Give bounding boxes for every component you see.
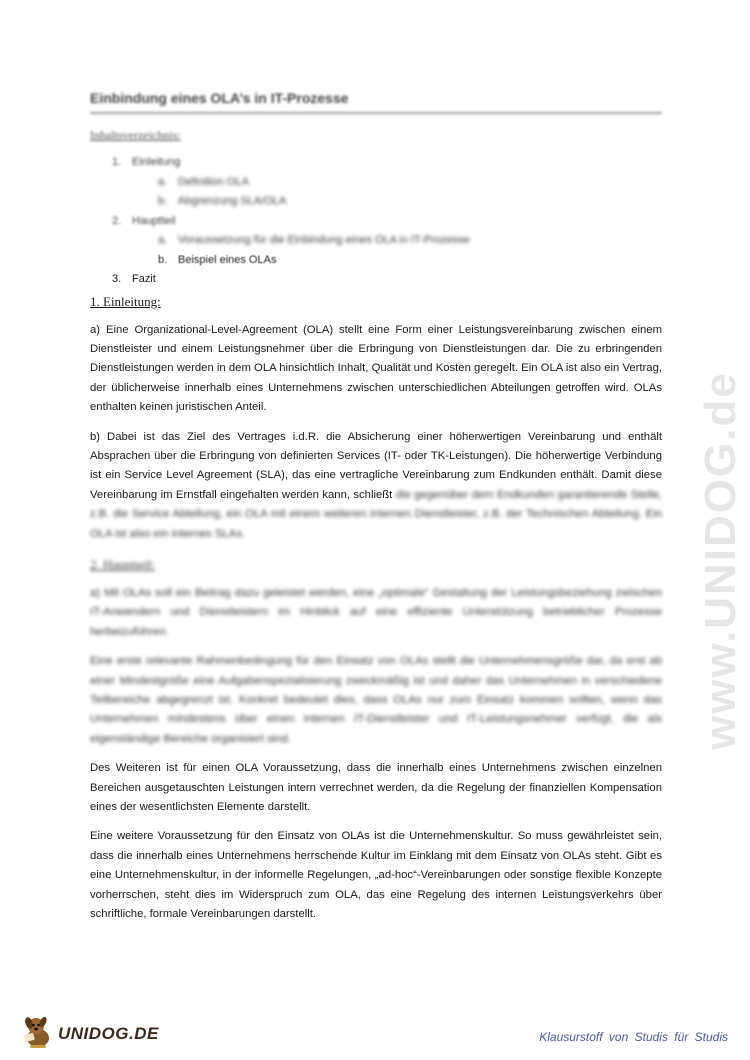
paragraph-text: b) Dabei ist das Ziel des Vertrages i.d.R. die Absicherung einer höherwertigen Vereinbarung und enthält Absprachen über die Erbringung von definierten Services (IT- oder TK-Leistungen). Die höherwertige Verbindung ist ein Service Level Agreement (SLA), das eine vertragliche Vereinbarung zum Endkunden enthält. Damit diese Vereinbarung im Ernstfall eingehalten werden kann, schließt	[90, 430, 662, 501]
toc-item: 2. Hauptteil	[112, 214, 176, 227]
toc-subitem: b. Abgrenzung SLA/OLA	[158, 195, 287, 207]
footer-tagline: Klausurstoff von Studis für Studis	[539, 1030, 728, 1044]
toc-subitem: a. Voraussetzung für die Einbindung eines OLA in IT-Prozesse	[158, 234, 470, 246]
section-heading-einleitung: 1. Einleitung:	[90, 293, 161, 309]
toc-subitem: b. Beispiel eines OLAs	[158, 253, 277, 266]
paragraph-blurred: Eine erste relevante Rahmenbedingung für den Einsatz von OLAs stellt die Unternehmensgröße dar, da erst ab einer Mindestgröße eine Aufgabenspezialisierung zweckmäßig ist und daher das Unternehmen in verschiedene Teilbereiche abgegrenzt ist. Konkret bedeutet dies, dass OLAs nur zum Einsatz kommen sollten, wenn das Unternehmen mindestens über einen internen IT-Dienstleister und IT-Leistungsnehmer verfügt, die als eigenständige Bereiche organisiert sind.	[90, 655, 662, 745]
table-of-contents	[90, 153, 662, 290]
document-title: Einbindung eines OLA’s in IT-Prozesse	[90, 88, 662, 114]
paragraph: a) Eine Organizational-Level-Agreement (OLA) stellt eine Form einer Leistungsvereinbarung zwischen einem Dienstleister und einem Leistungsnehmer über die Erbringung von Dienstleistungen dar. Die zu erbringenden Dienstleistungen werden in dem OLA hinsichtlich Inhalt, Qualität und Kosten geregelt. Ein OLA ist also ein Vertrag, der üblicherweise innerhalb eines Unternehmens zwischen unterschiedlichen Abteilungen getroffen wird. OLAs enthalten keinen juristischen Anteil.	[90, 323, 662, 414]
unidog-logo[interactable]	[20, 1014, 160, 1050]
watermark: www.UNIDOG.de	[696, 371, 745, 750]
toc-item: 1. Einleitung	[112, 156, 181, 168]
paragraph-text-blurred: die gegenüber dem Endkunden garantierende Stelle, z.B. die Service Abteilung, ein OLA mit einem weiteren internen Dienstleister, z.B. der Technischen Abteilung. Ein OLA ist also ein internes SLAs.	[90, 488, 663, 540]
toc-heading: Inhaltsverzeichnis:	[90, 128, 181, 142]
logo-text: UNIDOG.DE	[58, 1024, 159, 1043]
paragraph-blurred: a) Mit OLAs soll ein Beitrag dazu geleistet werden, eine „optimale“ Gestaltung der Leistungsbeziehung zwischen IT-Anwendern und Dienstleistern im Hinblick auf eine effiziente Unterstützung betrieblicher Prozesse herbeizuführen.	[90, 586, 662, 638]
section-heading-hauptteil: 2. Hauptteil:	[90, 556, 155, 572]
dog-mascot-icon	[20, 1014, 60, 1050]
document-content	[90, 88, 662, 924]
paragraph: Des Weiteren ist für einen OLA Voraussetzung, dass die innerhalb eines Unternehmens zwischen einzelnen Bereichen ausgetauschten Leistungen intern verrechnet werden, da die Regelung der finanziellen Kompensation eines der wesentlichsten Elemente darstellt.	[90, 762, 662, 814]
toc-subitem: a. Definition OLA	[158, 175, 249, 188]
toc-item: 3. Fazit	[112, 273, 156, 285]
paragraph: Eine weitere Voraussetzung für den Einsatz von OLAs ist die Unternehmenskultur. So muss gewährleistet sein, dass die innerhalb eines Unternehmens herrschende Kultur im Einklang mit dem Einsatz von OLAs steht. Gibt es eine Unternehmenskultur, in der informelle Regelungen, „ad-hoc“-Vereinbarungen oder sonstige flexible Konzepte vorherrschen, steht dies im Widerspruch zum OLA, das eine Regelung des internen Leistungsverkehrs über schriftliche, formale Vereinbarungen darstellt.	[90, 830, 662, 921]
paragraph	[90, 428, 662, 544]
